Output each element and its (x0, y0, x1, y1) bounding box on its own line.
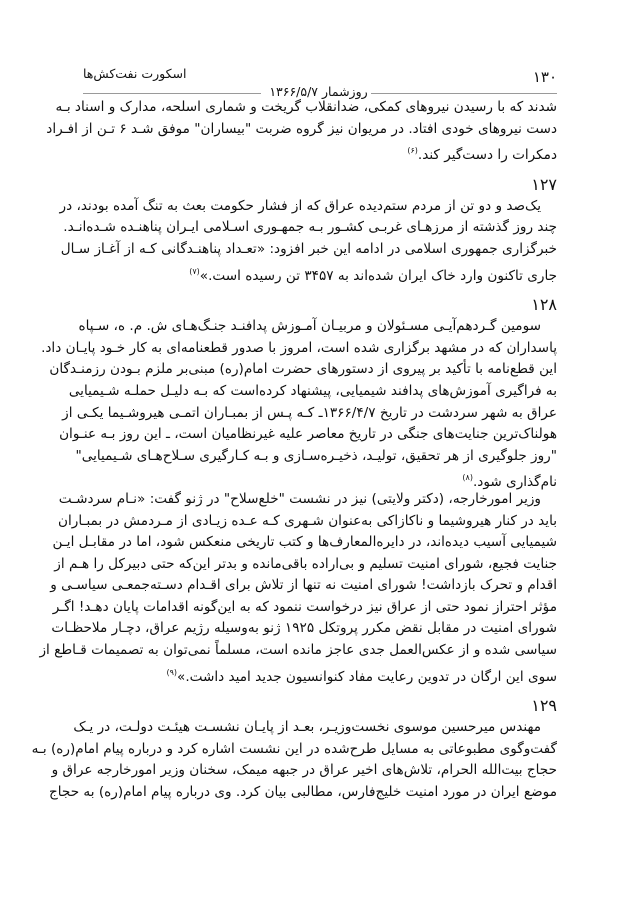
text-line: دست نیروهای خودی افتاد. در مریوان نیز گروه ضربت "بیساران" موفق شـد ۶ تـن از افـراد (46, 120, 557, 137)
text-line: به فراگیری آموزش‌های پدافند شیمیایی، پیشنهاد کرده‌است که بـه دلیـل حملـه شـیمیایی (68, 382, 557, 399)
footnote-marker: (۷) (189, 266, 200, 276)
entry-paragraph (39, 489, 557, 685)
text-line: عراق به شهر سردشت در تاریخ ۱۳۶۶/۴/۷ـ کـه پـس از بمبـاران اتمـی هیروشـیما یکـی از (62, 404, 557, 421)
text-line: اقدام و تحرک بازداشت! شورای امنیت نه تنها از تلاش برای اقـدام دسـته‌جمعـی سیاسـی و (50, 577, 557, 594)
text-line: باید در کنار هیروشیما و ناکازاکی به‌عنوان شـهری کـه عـده زیـادی از مـردمش در بمبـاران (58, 512, 557, 529)
text-line: جاری تاکنون وارد خاک ایران شده‌اند به ۳۴۵۷ تن رسیده است.»$^{(۷)}$ (189, 266, 557, 284)
entry-paragraph (59, 196, 557, 284)
header-rule-right (371, 93, 557, 94)
entry-number: ۱۲۷ (531, 174, 557, 194)
entry-paragraph (41, 316, 557, 491)
text-line: وزیر امورخارجه، (دکتر ولایتی) نیز در نشست "خلع‌سلاح" در ژنو گفت: «نـام سردشـت (58, 490, 541, 507)
text-line: موضع ایران در مورد امنیت خلیج‌فارس، مطالبی بیان کرد. وی درباره پیام امام(ره) به حجاج (49, 784, 557, 801)
running-date: روزشمار ۱۳۶۶/۵/۷ (269, 84, 368, 99)
text-line: حجاج بیت‌الله الحرام، تلاش‌های اخیر عراق در جبهه میمک، سخنان وزیر امورخارجه عراق و (51, 762, 557, 779)
text-line: گفت‌وگوی مطبوعاتی به مسایل طرح‌شده در این نشست اشاره کرد و درباره پیام امام(ره) بـه (31, 740, 557, 757)
footnote-marker: (۶) (407, 146, 418, 156)
text-line: پاسداران که در مشهد برگزاری شده است، امروز با صدور قطعنامه‌ای به کار خـود پایـان داد. (41, 339, 557, 356)
text-line: چند روز گذشته از مرزهـای غربـی کشـور بـه جمهـوری اسـلامی ایـران پناهنـده شـده‌انـد. (63, 219, 557, 236)
text-line: این قطع‌نامه با تأکید بر پیروی از دستورهای حضرت امام(ره) مبنی‌بر ملزم بـودن رزمنـدگان (49, 361, 557, 378)
header-rule-left (83, 93, 261, 94)
text-line: دمکرات را دست‌گیر کند.$^{(۶)}$ (407, 146, 557, 164)
text-line: نام‌گذاری شود.$^{(۸)}$ (462, 473, 557, 491)
text-line: یک‌صد و دو تن از مردم ستم‌دیده عراق که از فشار حکومت بعث به تنگ آمده بودند، در (59, 197, 541, 214)
text-line: جنایت فجیع، شورای امنیت تسلیم و بی‌اراده باقی‌مانده و بدتر این‌که حتی دبیرکل را هـم از (54, 555, 557, 572)
footnote-marker: (۹) (166, 667, 177, 677)
text-line: هولناک‌ترین جنایت‌های جنگی در تاریخ معاصر علیه غیرنظامیان است، ـ این روز بـه عنـوان (59, 426, 557, 443)
text-line: سیاسی شده و از عکس‌العمل جدی عاجز مانده است، مسلماً نمی‌توان به تصمیمات قـاطع از (39, 642, 557, 659)
page-number: ۱۳۰ (532, 68, 557, 86)
entry-paragraph (31, 717, 557, 803)
text-line: شورای امنیت در مقابل نقض مکرر پروتکل ۱۹۲۵ ژنو به‌وسیله رژیم عراق، دچـار ملاحظـات (51, 620, 557, 637)
text-line: خبرگزاری جمهوری اسلامی در ادامه این خبر افزود: «تعـداد پناهنـدگانی کـه از آغـاز سـال (60, 240, 557, 257)
text-line: شیمیایی آسیب دیده‌اند، در دایره‌المعارف‌ها و کتب تاریخی منعکس شود، اما در مقابـل ایـن (52, 534, 557, 551)
footnote-marker: (۸) (462, 473, 473, 483)
book-title: اسکورت نفت‌کش‌ها (83, 66, 187, 81)
text-line: شدند که با رسیدن نیروهای کمکی، ضدانقلاب گریخت و شماری اسلحه، مدارک و اسناد بـه (55, 99, 557, 115)
entry-number: ۱۲۸ (531, 295, 557, 315)
text-line: مؤثر احتراز نمود حتی از عراق نیز درخواست ننمود که به این‌گونه اقدامات پایان دهـد! اگـر (52, 598, 557, 615)
entry-number: ۱۲۹ (531, 696, 557, 716)
text-line: مهندس میرحسین موسوی نخست‌وزیـر، بعـد از پایـان نشسـت هیئـت دولـت، در یـک (73, 719, 541, 736)
text-line: سومین گـردهم‌آیـی مسـئولان و مربیـان آمـوزش پدافنـد جنـگ‌هـای ش. م. ه، سـپاه (78, 318, 541, 335)
page-body (31, 97, 557, 804)
continuation-paragraph (46, 97, 557, 164)
text-line: سوی این ارگان در تدوین رعایت مفاد کنوانسیون جدید امید داشت.»$^{(۹)}$ (166, 667, 557, 685)
text-line: "روز جلوگیری از هر تحقیق، تولیـد، ذخیـره‌سـازی و بـه کـارگیری سـلاح‌هـای شـیمیایی" (75, 447, 557, 464)
